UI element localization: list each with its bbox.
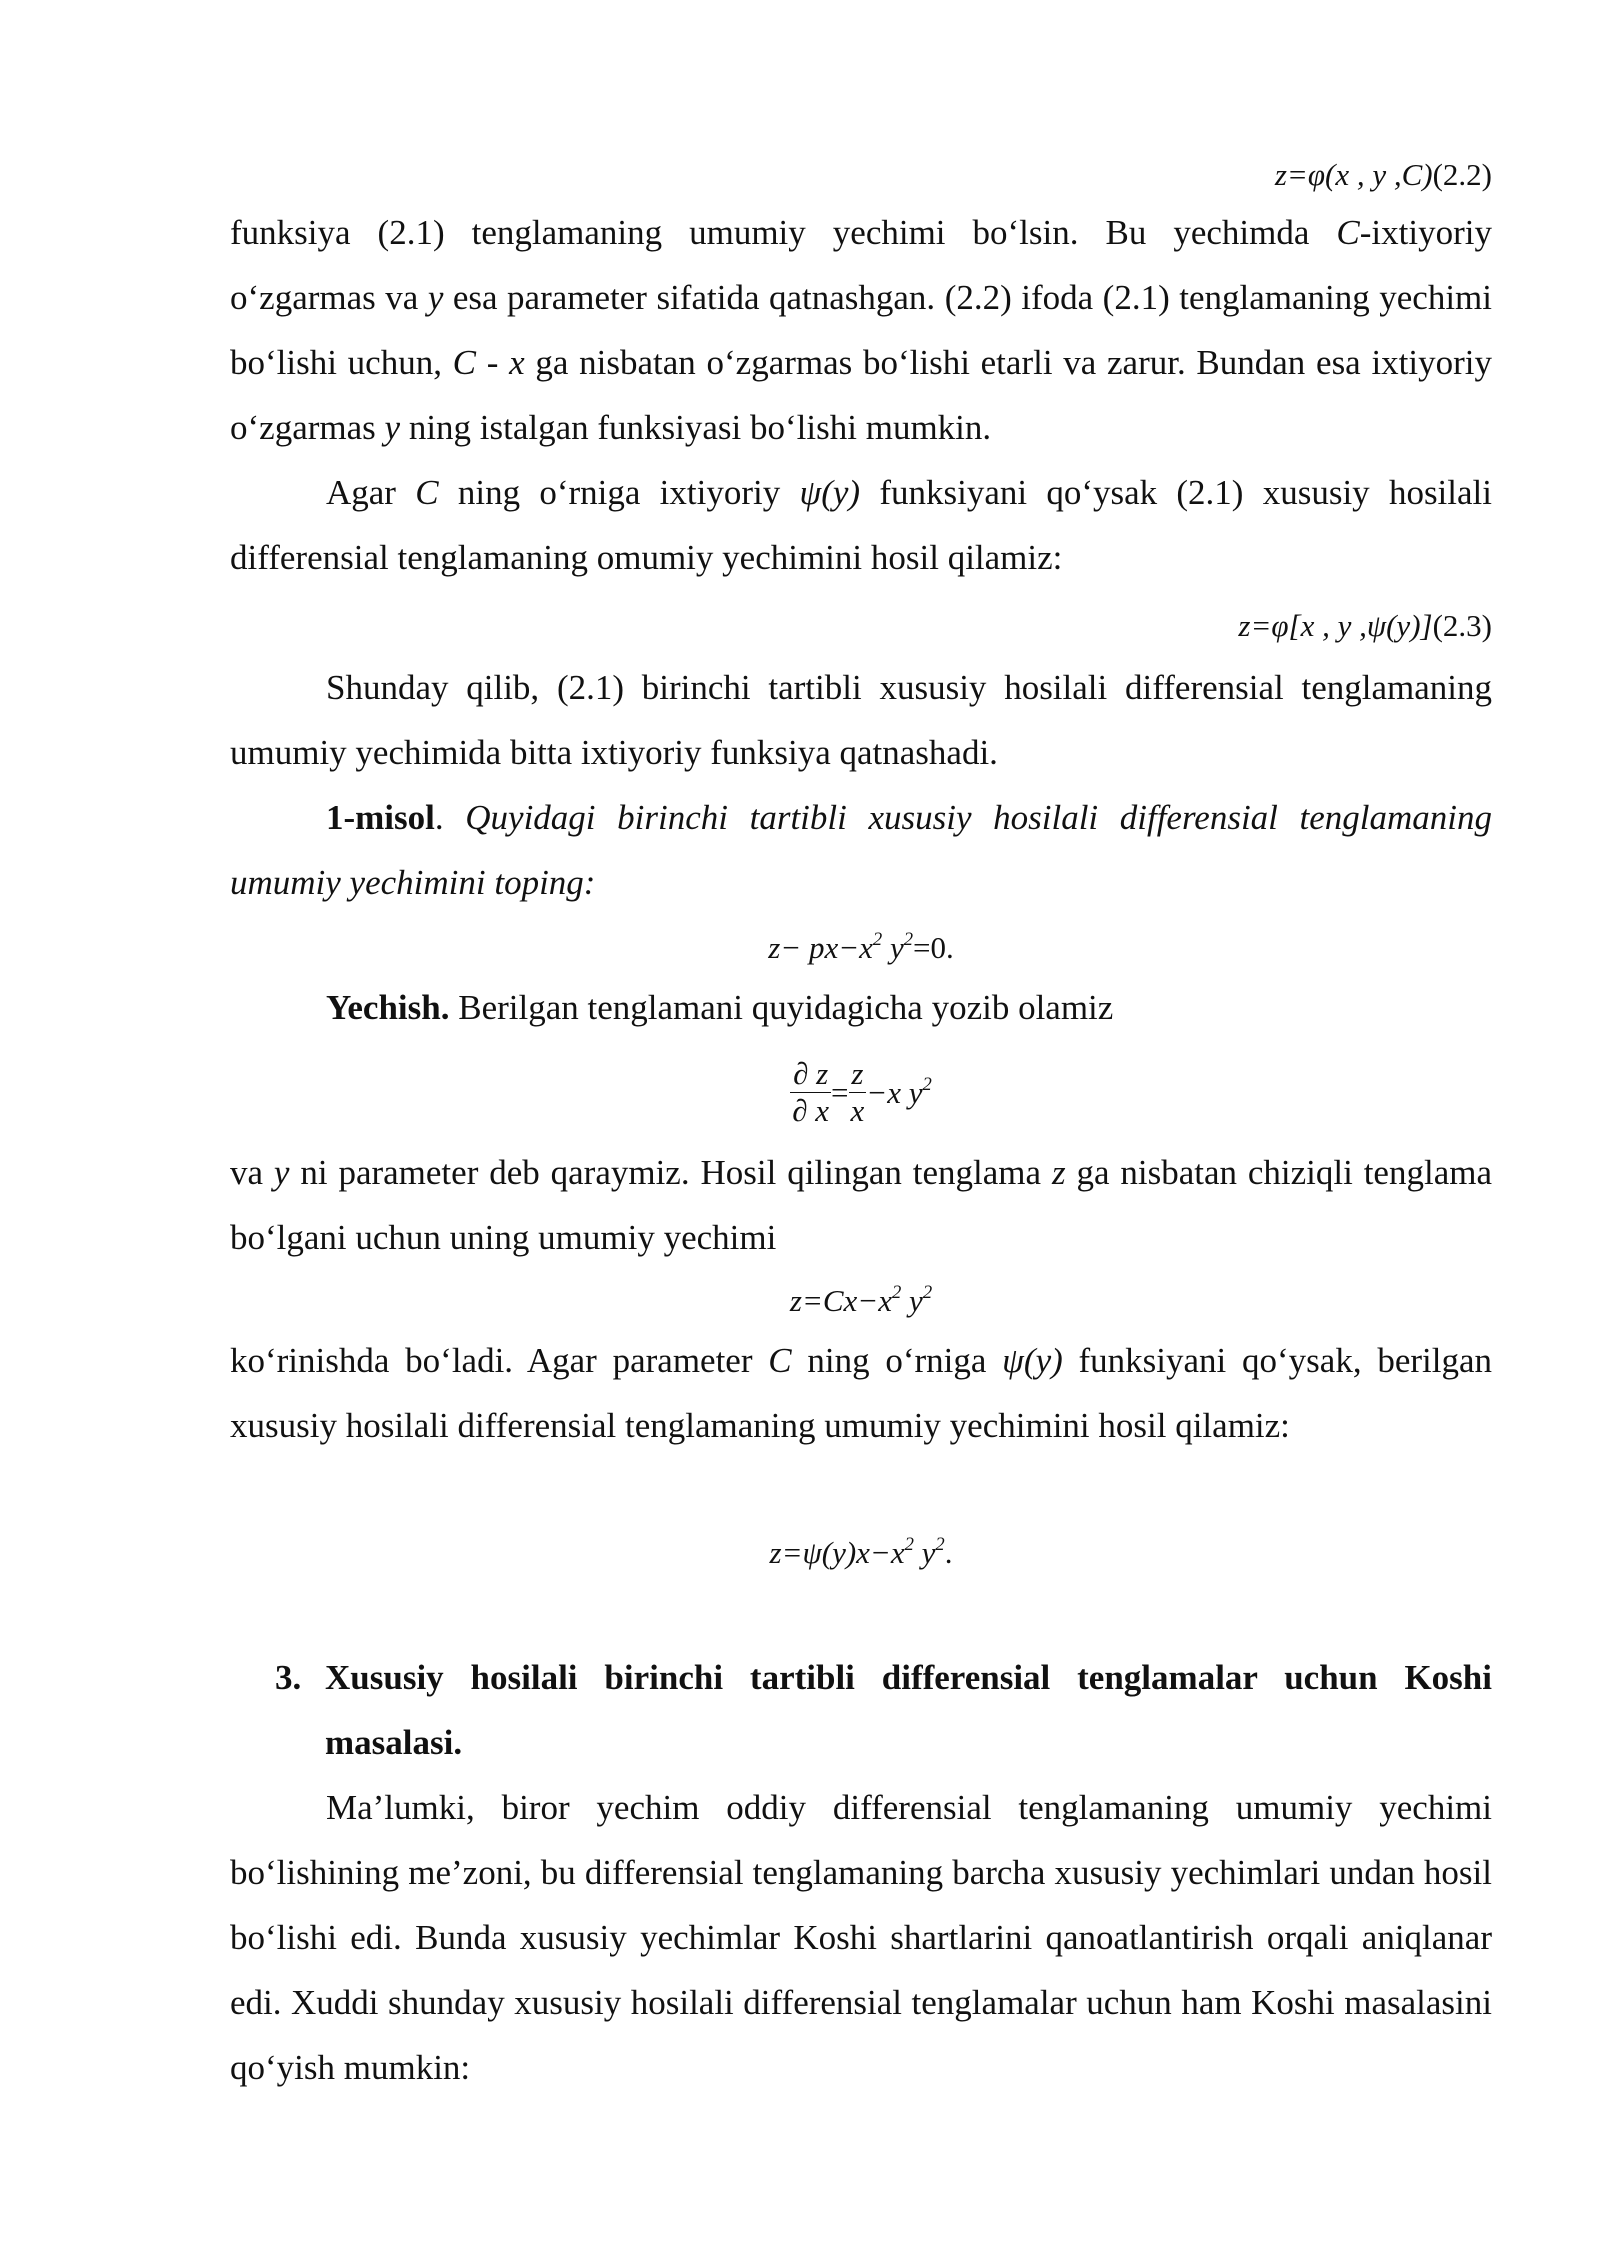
equation-number: (2.2) xyxy=(1432,157,1492,192)
paragraph-3: Shunday qilib, (2.1) birinchi tartibli xususiy hosilali differensial tenglamaning umumiy yechimida bitta ixtiyoriy funksiya qatnashadi. xyxy=(230,668,1492,772)
final-solution-equation: $z=\psi(y)x-x^2$ $y^2$. xyxy=(769,1533,953,1570)
section-number: 3. xyxy=(275,1658,302,1697)
equation-2-3 xyxy=(230,593,1492,658)
paragraph-5: ko‘rinishda bo‘ladi. Agar parameter C ning o‘rniga ψ(y) funksiyani qo‘ysak, berilgan xususiy hosilali differensial tenglamaning umumiy yechimini hosil qilamiz: xyxy=(230,1341,1493,1445)
paragraph-1: funksiya (2.1) tenglamaning umumiy yechimi bo‘lsin. Bu yechimda C-ixtiyoriy o‘zgarmas va y esa parameter sifatida qatnashgan. (2.2) ifoda (2.1) tenglamaning yechimi bo‘lishi uchun, C - x ga nisbatan o‘zgarmas bo‘lishi etarli va zarur. Bundan esa ixtiyoriy o‘zgarmas y ning istalgan funksiyasi bo‘lishi mumkin. xyxy=(230,213,1492,447)
example-1: 1-misol. Quyidagi birinchi tartibli xususiy hosilali differensial tenglamaning umumiy yechimini toping: xyxy=(230,798,1492,902)
fraction-z-x: $\frac{z}{x}$ xyxy=(850,1056,865,1129)
paragraph-4: va y ni parameter deb qaraymiz. Hosil qilingan tenglama z ga nisbatan chiziqli tenglama bo‘lgani uchun uning umumiy yechimi xyxy=(230,1153,1492,1257)
section-title: Xususiy hosilali birinchi tartibli differensial tenglamalar uchun Koshi masalasi. xyxy=(325,1658,1492,1762)
example-label: 1-misol xyxy=(326,798,435,837)
general-solution-equation: $z=Cx-x^2$ $y^2$ xyxy=(789,1281,933,1318)
equation-formula: z=φ[x , y ,ψ(y)] xyxy=(1238,608,1433,643)
solution-paragraph: Yechish. Berilgan tenglamani quyidagicha yozib olamiz xyxy=(326,988,1114,1027)
fraction-dz-dx: $\frac{\partial z}{\partial x}$ xyxy=(792,1056,830,1129)
equation-2-2 xyxy=(230,142,1492,207)
section-heading xyxy=(275,1645,1492,1775)
example-equation: $z- px-x^2$ $y^2=0$. xyxy=(768,928,954,965)
solution-label: Yechish. xyxy=(326,988,450,1027)
equation-number: (2.3) xyxy=(1432,608,1492,643)
equation-formula: z=φ(x , y ,C) xyxy=(1274,157,1433,192)
example-text: Quyidagi birinchi tartibli xususiy hosilali differensial tenglamaning umumiy yechimini toping: xyxy=(230,798,1492,902)
paragraph-6: Ma’lumki, biror yechim oddiy differensial tenglamaning umumiy yechimi bo‘lishining me’zoni, bu differensial tenglamaning barcha xususiy yechimlari undan hosil bo‘lishi edi. Bunda xususiy yechimlar Koshi shartlarini qanoatlantirish orqali aniqlanar edi. Xuddi shunday xususiy hosilali differensial tenglamalar uchun ham Koshi masalasini qo‘yish mumkin: xyxy=(230,1788,1492,2087)
fraction-equation: $\frac{\partial z}{\partial x}$ = $\frac{z}{x}$ −x $y^2$ xyxy=(792,1056,932,1129)
paragraph-2: Agar C ning o‘rniga ixtiyoriy ψ(y) funksiyani qo‘ysak (2.1) xususiy hosilali differensial tenglamaning omumiy yechimini hosil qilamiz: xyxy=(230,473,1492,577)
